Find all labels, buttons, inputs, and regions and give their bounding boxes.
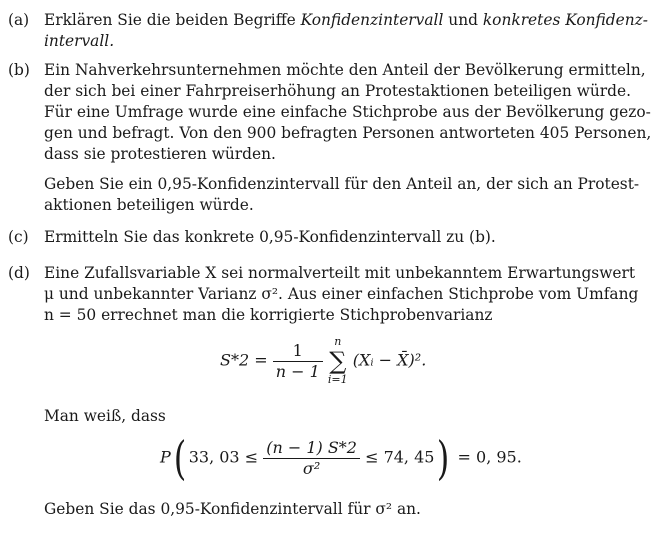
item-marker: (a) — [8, 11, 30, 29]
text-line: Für eine Umfrage wurde eine einfache Stichprobe aus der Bevölkerung gezo- — [44, 103, 651, 121]
text-line: μ und unbekannter Varianz σ². Aus einer einfachen Stichprobe vom Umfang — [44, 285, 639, 303]
sigma-icon: ∑ — [329, 347, 347, 375]
item-a-line-2: intervall. — [44, 32, 115, 50]
probability-formula — [160, 431, 522, 485]
fraction-denominator: σ² — [302, 458, 321, 478]
left-paren-icon: ( — [173, 431, 187, 485]
sum-upper-limit: n — [334, 335, 342, 348]
text-line: Geben Sie das 0,95-Konfidenzintervall für σ² an. — [44, 500, 421, 518]
text-line: aktionen beteiligen würde. — [44, 196, 254, 214]
item-marker: (c) — [8, 228, 29, 246]
fraction — [273, 341, 323, 382]
text-line: Man weiß, dass — [44, 407, 166, 425]
text-line: Ein Nahverkehrsunternehmen möchte den Anteil der Bevölkerung ermitteln, — [44, 61, 646, 79]
text-line: der sich bei einer Fahrpreiserhöhung an Protestaktionen beteiligen würde. — [44, 82, 631, 100]
item-b-text — [44, 60, 651, 216]
formula-prefix: P — [160, 447, 171, 467]
item-d-text — [44, 263, 639, 326]
item-a-text — [44, 10, 648, 52]
text-line: Geben Sie ein 0,95-Konfidenzintervall für den Anteil an, der sich an Protest- — [44, 175, 640, 193]
item-a-line-1: Erklären Sie die beiden Begriffe Konfidenzintervall und konkretes Konfidenz- — [44, 11, 648, 29]
item-c-text — [44, 227, 608, 248]
text-line: gen und befragt. Von den 900 befragten Personen antworteten 405 Personen, — [44, 124, 651, 142]
sum-lower-limit: i=1 — [327, 373, 348, 386]
sum-symbol — [328, 335, 348, 387]
sample-variance-formula — [220, 335, 426, 387]
formula-lhs: S*2 = — [220, 350, 268, 370]
formula-left-bound: 33, 03 ≤ — [188, 447, 259, 467]
text-line: n = 50 errechnet man die korrigierte Stichprobenvarianz — [44, 306, 493, 324]
fraction-numerator: 1 — [273, 341, 323, 362]
fraction-numerator: (n − 1) S*2 — [263, 438, 360, 459]
summand: (Xᵢ − X̄)². — [352, 350, 427, 370]
text-line: Eine Zufallsvariable X sei normalverteilt mit unbekanntem Erwartungswert — [44, 264, 636, 282]
fraction-denominator: n − 1 — [275, 361, 320, 381]
right-paren-icon: ) — [437, 431, 450, 485]
item-marker: (b) — [8, 61, 30, 79]
item-marker: (d) — [8, 264, 30, 282]
text-line: Ermitteln Sie das konkrete 0,95-Konfidenzintervall zu (b). — [44, 228, 496, 246]
formula-result: = 0, 95. — [457, 447, 522, 467]
formula-right-bound: ≤ 74, 45 — [365, 447, 435, 467]
fraction — [263, 438, 360, 479]
text-line: dass sie protestieren würden. — [44, 145, 276, 163]
